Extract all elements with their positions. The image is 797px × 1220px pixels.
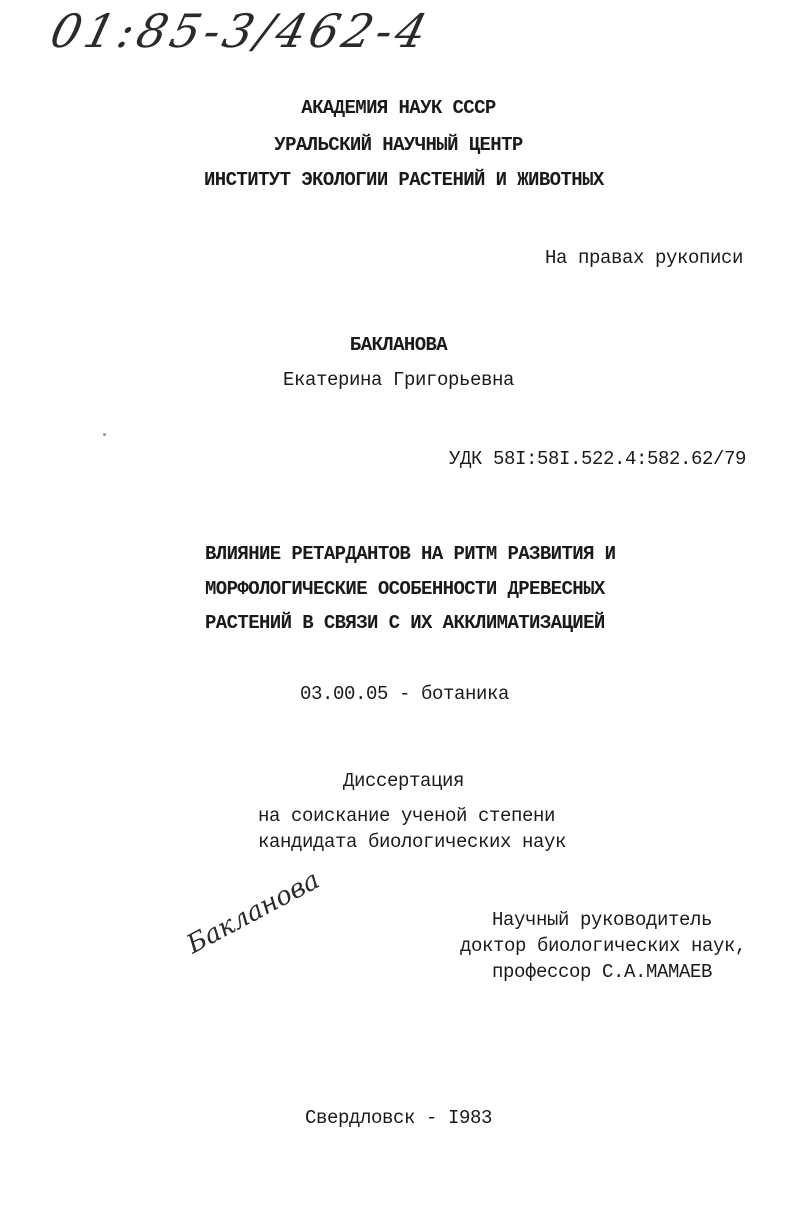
author-signature: Бакланова — [181, 865, 325, 960]
supervisor-degree: доктор биологических наук, — [460, 935, 747, 957]
academy-name: АКАДЕМИЯ НАУК СССР — [301, 97, 496, 119]
supervisor-role: Научный руководитель — [492, 909, 713, 931]
title-line-1: ВЛИЯНИЕ РЕТАРДАНТОВ НА РИТМ РАЗВИТИЯ И — [205, 543, 616, 565]
city-year: Свердловск - I983 — [304, 1107, 493, 1129]
author-surname: БАКЛАНОВА — [349, 334, 448, 356]
center-name: УРАЛЬСКИЙ НАУЧНЫЙ ЦЕНТР — [274, 134, 523, 156]
thesis-type: Диссертация — [343, 770, 465, 792]
udc-code: УДК 58I:58I.522.4:582.62/79 — [449, 448, 747, 470]
specialty-code: 03.00.05 - ботаника — [300, 683, 510, 705]
thesis-purpose-line-2: кандидата биологических наук — [258, 831, 567, 853]
archive-code-handwritten: 01:85-3/462-4 — [45, 4, 437, 58]
title-line-3: РАСТЕНИЙ В СВЯЗИ С ИХ АККЛИМАТИЗАЦИЕЙ — [205, 612, 605, 634]
supervisor-title-name: профессор С.А.МАМАЕВ — [492, 961, 713, 983]
author-given-names: Екатерина Григорьевна — [282, 369, 515, 391]
title-line-2: МОРФОЛОГИЧЕСКИЕ ОСОБЕННОСТИ ДРЕВЕСНЫХ — [205, 578, 605, 600]
manuscript-rights: На правах рукописи — [545, 247, 744, 269]
thesis-purpose-line-1: на соискание ученой степени — [258, 805, 556, 827]
institute-name: ИНСТИТУТ ЭКОЛОГИИ РАСТЕНИЙ И ЖИВОТНЫХ — [204, 169, 604, 191]
paper-speck — [103, 433, 106, 436]
